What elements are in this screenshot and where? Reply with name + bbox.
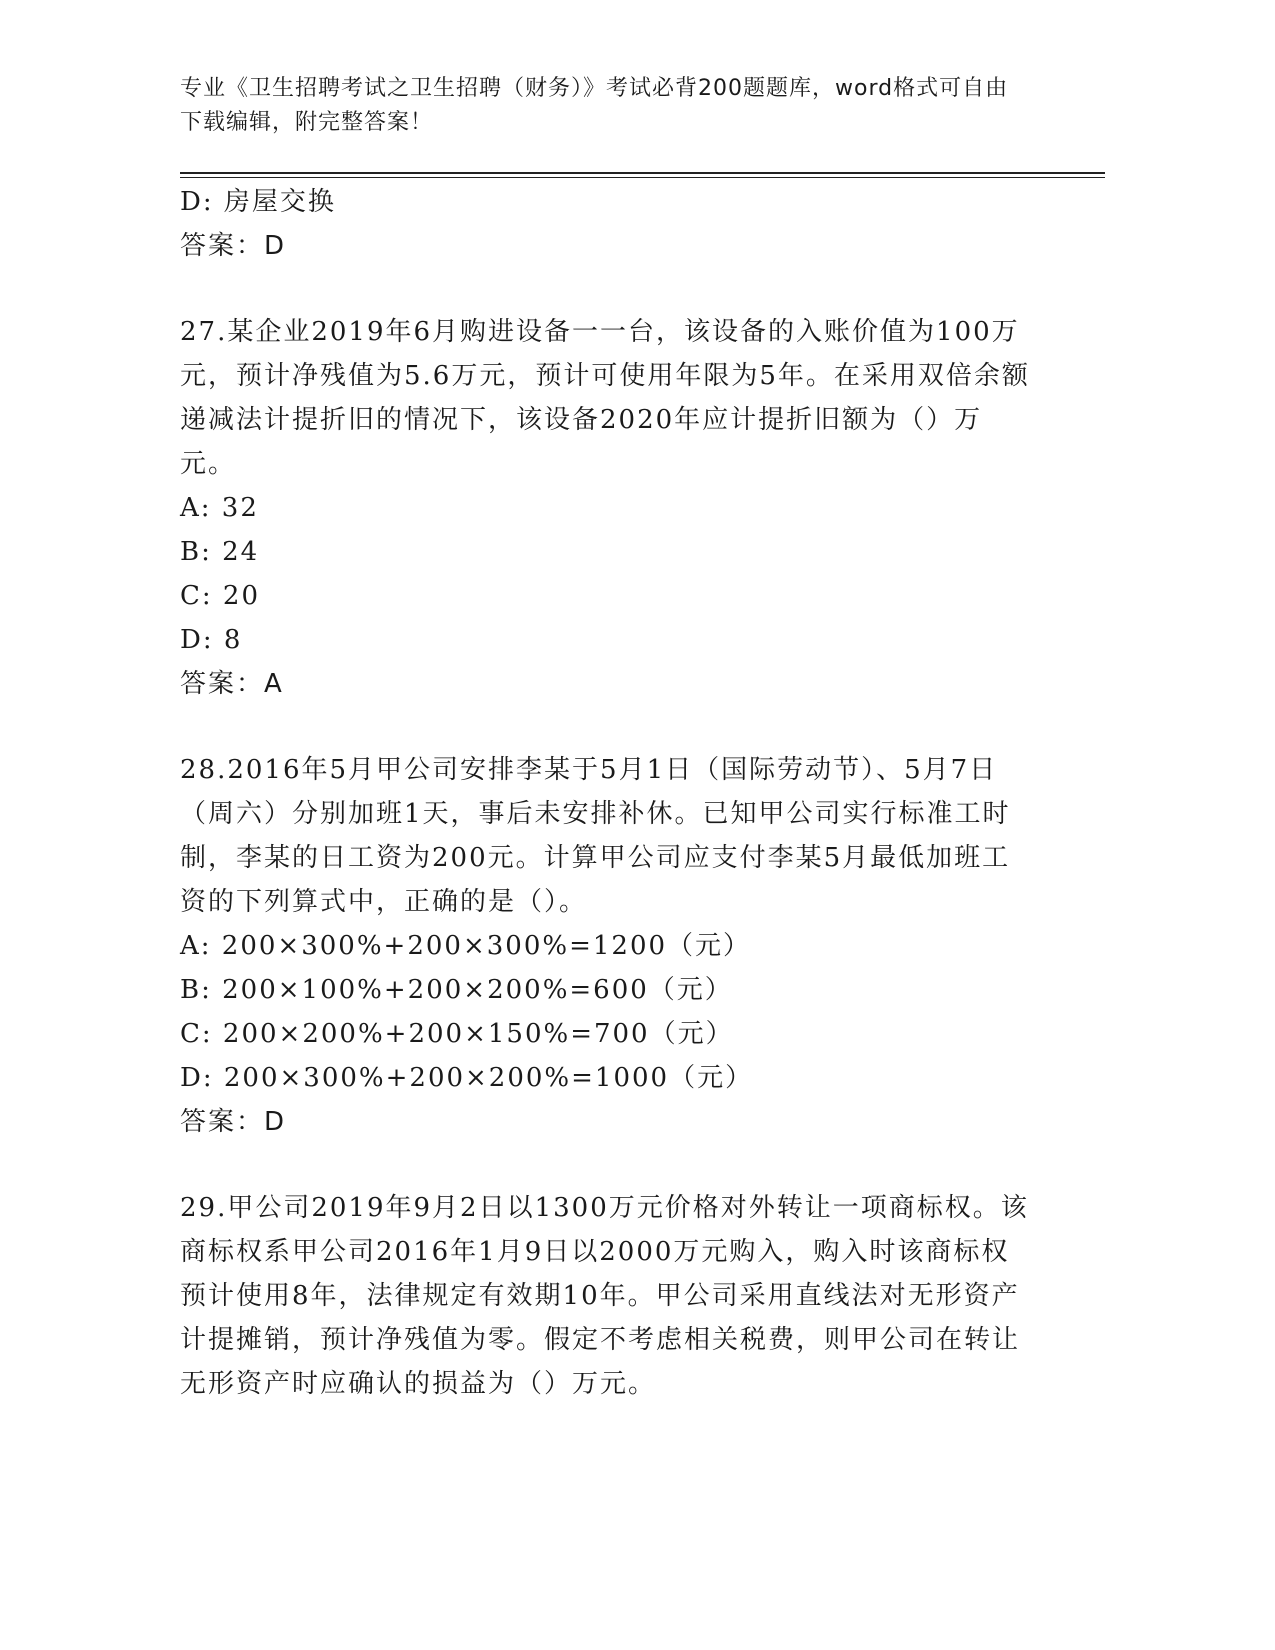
q27-option-c: C: 20 — [180, 581, 261, 611]
q29-stem: 29.甲公司2019年9月2日以1300万元价格对外转让一项商标权。该商标权系甲公司2016年1月9日以2000万元购入，购入时该商标权预计使用8年，法律规定有效期10年。甲公司采用直线法对无形资产计提摊销，预计净残值为零。假定不考虑相关税费，则甲公司在转让无形资产时应确认的损益为（）万元。 — [180, 1193, 1029, 1399]
spacer — [180, 1144, 1030, 1186]
header-divider-thin — [180, 177, 1105, 178]
q28-option-b: B: 200×100%+200×200%=600（元） — [180, 975, 733, 1005]
page-header: 专业《卫生招聘考试之卫生招聘（财务）》考试必背200题题库，word格式可自由下载编辑，附完整答案！ — [180, 76, 1009, 135]
question-content — [180, 180, 1030, 1406]
q27-answer: 答案：A — [180, 669, 284, 699]
q27-option-a: A: 32 — [180, 493, 259, 523]
q27-stem: 27.某企业2019年6月购进设备一一台，该设备的入账价值为100万元，预计净残值为5.6万元，预计可使用年限为5年。在采用双倍余额递减法计提折旧的情况下，该设备2020年应计提折旧额为（）万元。 — [180, 317, 1030, 479]
q28-option-c: C: 200×200%+200×150%=700（元） — [180, 1019, 734, 1049]
header-divider-thick — [180, 172, 1105, 174]
q28-answer: 答案：D — [180, 1107, 287, 1137]
q26-option-d: D: 房屋交换 — [180, 187, 336, 217]
spacer — [180, 268, 1030, 310]
q28-option-a: A: 200×300%+200×300%=1200（元） — [180, 931, 752, 961]
q27-option-b: B: 24 — [180, 537, 260, 567]
q27-option-d: D: 8 — [180, 625, 243, 655]
q26-answer: 答案：D — [180, 231, 287, 261]
spacer — [180, 706, 1030, 748]
q28-stem: 28.2016年5月甲公司安排李某于5月1日（国际劳动节）、5月7日（周六）分别加班1天，事后未安排补休。已知甲公司实行标准工时制，李某的日工资为200元。计算甲公司应支付李某5月最低加班工资的下列算式中，正确的是（）。 — [180, 755, 1011, 917]
q28-option-d: D: 200×300%+200×200%=1000（元） — [180, 1063, 754, 1093]
